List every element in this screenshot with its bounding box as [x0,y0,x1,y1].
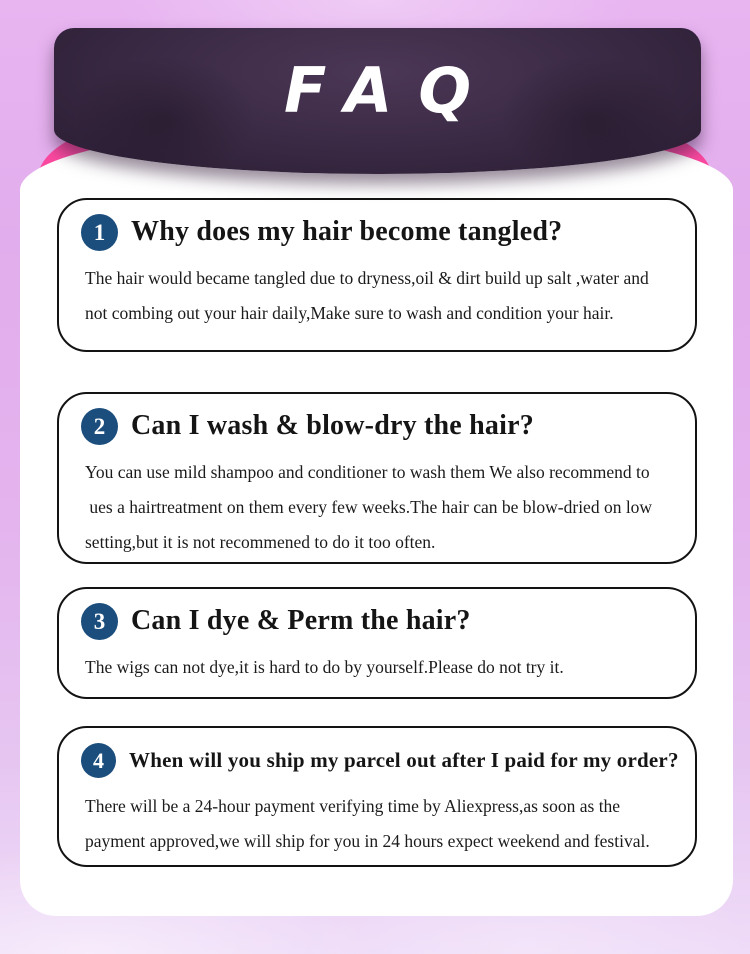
question-number-badge: 3 [81,603,118,640]
faq-question: When will you ship my parcel out after I paid for my order? [129,748,679,772]
question-number-badge: 2 [81,408,118,445]
faq-answer-line: The wigs can not dye,it is hard to do by yourself.Please do not try it. [85,657,564,677]
faq-card-header [81,406,679,446]
faq-banner-title: FAQ [283,54,498,127]
faq-card [57,198,697,352]
faq-answer-line: payment approved,we will ship for you in 24 hours expect weekend and festival. [85,831,650,851]
faq-card [57,726,697,867]
faq-answer-line: There will be a 24-hour payment verifying time by Aliexpress,as soon as the [85,796,621,816]
question-number-badge: 1 [81,214,118,251]
faq-card-header [81,212,679,252]
content-sheet [20,128,733,916]
faq-answer-line: ues a hairtreatment on them every few weeks.The hair can be blow-dried on low [85,497,653,517]
faq-card-list [57,198,697,867]
faq-answer [81,650,679,685]
faq-question: Why does my hair become tangled? [131,216,563,247]
faq-answer [81,261,679,331]
faq-banner [54,28,701,174]
faq-card [57,392,697,564]
faq-question: Can I dye & Perm the hair? [131,605,471,636]
faq-answer [81,455,679,560]
faq-answer [81,789,679,859]
faq-answer-line: setting,but it is not recommened to do it too often. [85,532,436,552]
faq-card-header [81,740,679,780]
faq-question: Can I wash & blow-dry the hair? [131,410,534,441]
faq-card-header [81,601,679,641]
faq-answer-line: not combing out your hair daily,Make sure to wash and condition your hair. [85,303,614,323]
faq-card [57,587,697,699]
faq-answer-line: The hair would became tangled due to dryness,oil & dirt build up salt ,water and [85,268,649,288]
faq-answer-line: You can use mild shampoo and conditioner to wash them We also recommend to [85,462,650,482]
question-number-badge: 4 [81,743,116,778]
